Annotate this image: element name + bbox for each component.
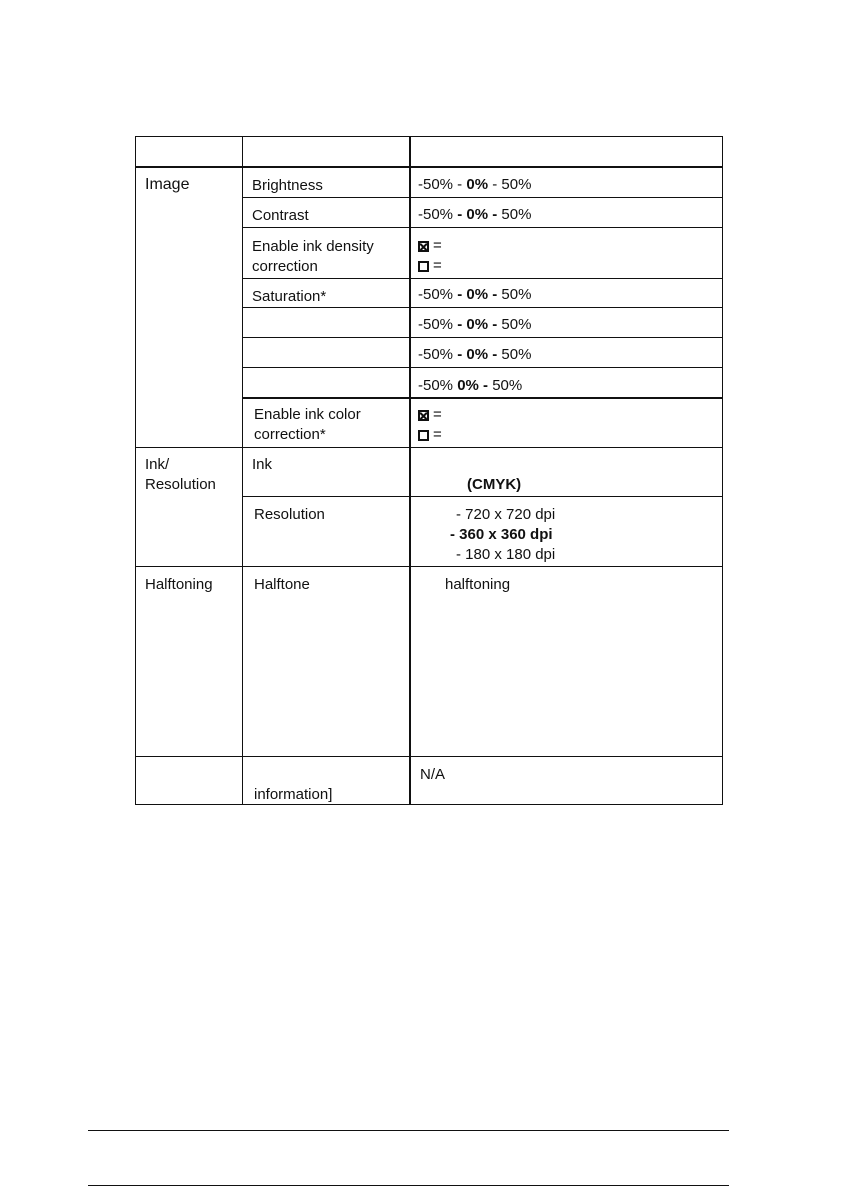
setting-resolution: Resolution (254, 506, 325, 523)
group-label-image: Image (145, 176, 190, 193)
value-last-row: N/A (420, 766, 446, 783)
range-low: -50% - (418, 176, 463, 193)
value-saturation (418, 286, 531, 303)
option-ink-color-off (418, 426, 442, 443)
range-low: -50% (418, 346, 454, 363)
range-default: - 0% - (457, 206, 498, 223)
row-separator (242, 496, 723, 497)
table-bottom-border (135, 804, 723, 805)
option-text: = (433, 426, 442, 443)
option-ink-density-on (418, 237, 442, 254)
range-high: 50% (492, 377, 523, 394)
setting-ink-density-line1: Enable ink density (252, 238, 374, 255)
range-low: -50% (418, 377, 454, 394)
value-contrast (418, 206, 531, 223)
header-bottom-border (135, 166, 723, 168)
setting-ink: Ink (252, 456, 273, 473)
row-separator (242, 307, 723, 308)
row-separator (242, 397, 723, 399)
table-top-border (135, 136, 723, 137)
resolution-option-180: - 180 x 180 dpi (456, 546, 556, 563)
setting-ink-color-line2: correction* (254, 426, 326, 443)
group-label-ink-line2: Resolution (145, 476, 216, 493)
value-ink: (CMYK) (467, 476, 522, 493)
row-separator (242, 227, 723, 228)
checked-box-icon (418, 410, 429, 421)
setting-last-row: information] (254, 786, 333, 803)
option-ink-density-off (418, 257, 442, 274)
unchecked-box-icon (418, 261, 429, 272)
value-halftone: halftoning (445, 576, 511, 593)
range-high: 50% (501, 346, 532, 363)
range-low: -50% (418, 286, 454, 303)
row-separator (242, 337, 723, 338)
range-default: 0% - (457, 377, 489, 394)
group-separator (135, 756, 723, 757)
footer-rule-bottom (88, 1185, 729, 1186)
setting-halftone: Halftone (254, 576, 310, 593)
row-separator (242, 197, 723, 198)
group-label-ink-line1: Ink/ (145, 456, 170, 473)
setting-brightness: Brightness (252, 177, 323, 194)
option-text: = (433, 406, 442, 423)
range-high: 50% (501, 286, 532, 303)
option-ink-color-on (418, 406, 442, 423)
setting-ink-color-line1: Enable ink color (254, 406, 361, 423)
option-text: = (433, 257, 442, 274)
option-text: = (433, 237, 442, 254)
group-separator (135, 566, 723, 567)
resolution-option-360: - 360 x 360 dpi (450, 526, 553, 543)
resolution-option-720: - 720 x 720 dpi (456, 506, 556, 523)
setting-contrast: Contrast (252, 207, 309, 224)
range-high: - 50% (492, 176, 532, 193)
range-default: 0% (466, 176, 489, 193)
checked-box-icon (418, 241, 429, 252)
group-label-halftoning: Halftoning (145, 576, 213, 593)
value-row6 (418, 346, 531, 363)
range-high: 50% (501, 206, 532, 223)
range-default: - 0% - (457, 346, 498, 363)
row-separator (242, 278, 723, 279)
setting-saturation: Saturation* (252, 288, 327, 305)
unchecked-box-icon (418, 430, 429, 441)
setting-ink-density-line2: correction (252, 258, 318, 275)
value-brightness (418, 176, 531, 193)
range-default: - 0% - (457, 316, 498, 333)
value-row7 (418, 377, 522, 394)
value-row5 (418, 316, 531, 333)
footer-rule-top (88, 1130, 729, 1131)
column-divider-2 (409, 136, 411, 805)
table-left-border (135, 136, 136, 805)
range-low: -50% (418, 206, 454, 223)
column-divider-1 (242, 136, 243, 805)
table-right-border (722, 136, 723, 805)
range-low: -50% (418, 316, 454, 333)
group-separator (135, 447, 723, 448)
range-high: 50% (501, 316, 532, 333)
row-separator (242, 367, 723, 368)
range-default: - 0% - (457, 286, 498, 303)
